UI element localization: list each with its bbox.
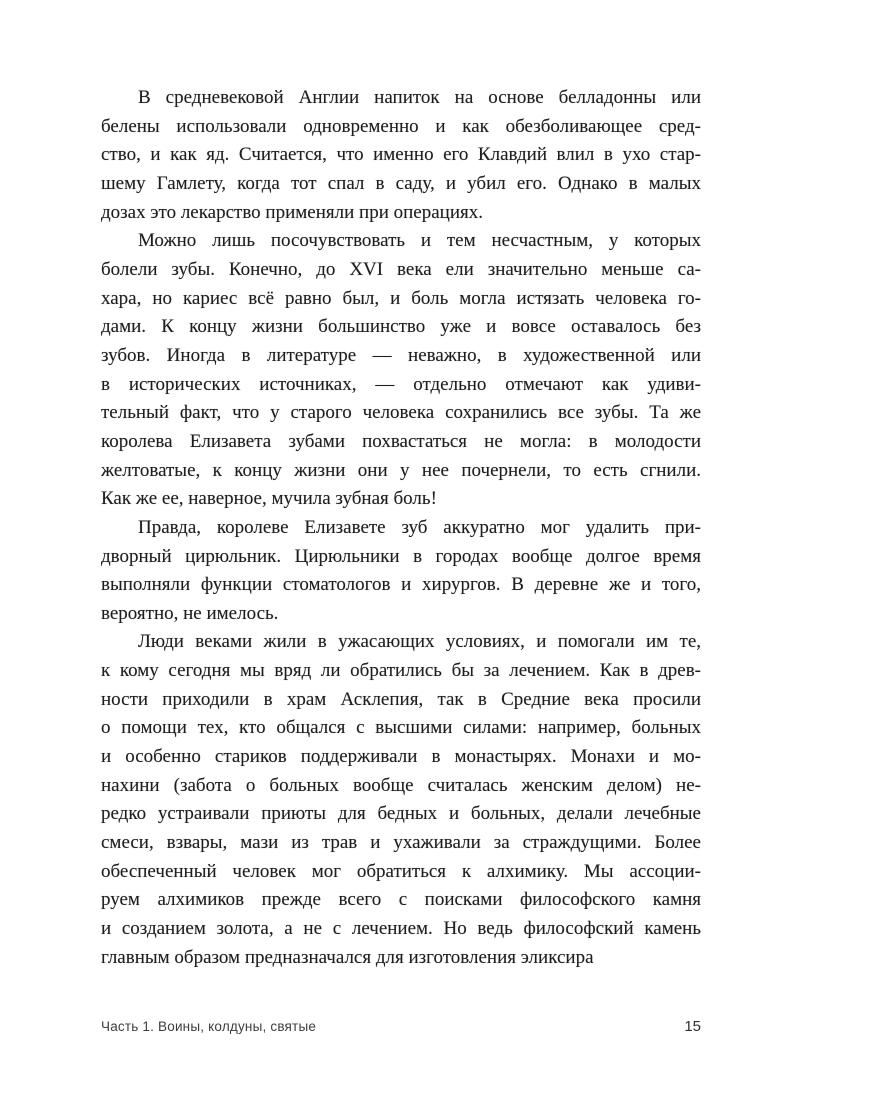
body-line: дами. К концу жизни большинство уже и вовсе оставалось без bbox=[101, 316, 701, 338]
body-line: Правда, королеве Елизавете зуб аккуратно мог удалить при- bbox=[138, 516, 701, 538]
body-line: зубов. Иногда в литературе — неважно, в художественной или bbox=[101, 344, 701, 366]
body-line: тельный факт, что у старого человека сохранились все зубы. Та же bbox=[101, 402, 701, 424]
body-line: белены использовали одновременно и как обезболивающее сред- bbox=[101, 115, 701, 137]
running-footer-section-title: Часть 1. Воины, колдуны, святые bbox=[101, 1019, 317, 1034]
body-line: дозах это лекарство применяли при операциях. bbox=[101, 201, 483, 223]
body-line: Люди веками жили в ужасающих условиях, и помогали им те, bbox=[138, 631, 701, 653]
body-line: руем алхимиков прежде всего с поисками философского камня bbox=[101, 889, 701, 911]
body-line: Можно лишь посочувствовать и тем несчастным, у которых bbox=[138, 230, 701, 252]
body-line: шему Гамлету, когда тот спал в саду, и убил его. Однако в малых bbox=[101, 172, 701, 194]
body-line: и созданием золота, а не с лечением. Но ведь философский камень bbox=[101, 918, 701, 940]
body-line: нахини (забота о больных вообще считалась женским делом) не- bbox=[101, 774, 701, 796]
body-line: ство, и как яд. Считается, что именно его Клавдий влил в ухо стар- bbox=[101, 144, 701, 166]
body-line: выполняли функции стоматологов и хирургов. В деревне же и того, bbox=[101, 574, 701, 596]
page-body-text bbox=[101, 84, 701, 972]
body-line: королева Елизавета зубами похвастаться не могла: в молодости bbox=[101, 430, 701, 452]
page-number: 15 bbox=[684, 1018, 701, 1035]
body-line: хара, но кариес всё равно был, и боль могла истязать человека го- bbox=[101, 287, 701, 309]
body-line: в исторических источниках, — отдельно отмечают как удиви- bbox=[101, 373, 701, 395]
body-line: дворный цирюльник. Цирюльники в городах вообще долгое время bbox=[101, 545, 701, 567]
body-line: и особенно стариков поддерживали в монастырях. Монахи и мо- bbox=[101, 746, 701, 768]
page-footer bbox=[101, 1018, 701, 1035]
body-line: редко устраивали приюты для бедных и больных, делали лечебные bbox=[101, 803, 701, 825]
body-line: к кому сегодня мы вряд ли обратились бы за лечением. Как в древ- bbox=[101, 660, 701, 682]
body-line: желтоватые, к концу жизни они у нее почернели, то есть сгнили. bbox=[101, 459, 701, 481]
body-line: о помощи тех, кто общался с высшими силами: например, больных bbox=[101, 717, 701, 739]
body-line: ности приходили в храм Асклепия, так в Средние века просили bbox=[101, 688, 701, 710]
body-line: обеспеченный человек мог обратиться к алхимику. Мы ассоции- bbox=[101, 860, 701, 882]
body-line: главным образом предназначался для изготовления эликсира bbox=[101, 946, 594, 968]
body-line: смеси, взвары, мази из трав и ухаживали за страждущими. Более bbox=[101, 832, 701, 854]
body-line: В средневековой Англии напиток на основе белладонны или bbox=[138, 87, 701, 108]
body-line: Как же ее, наверное, мучила зубная боль! bbox=[101, 488, 437, 510]
body-line: болели зубы. Конечно, до XVI века ели значительно меньше са- bbox=[101, 258, 701, 280]
body-line: вероятно, не имелось. bbox=[101, 602, 279, 624]
